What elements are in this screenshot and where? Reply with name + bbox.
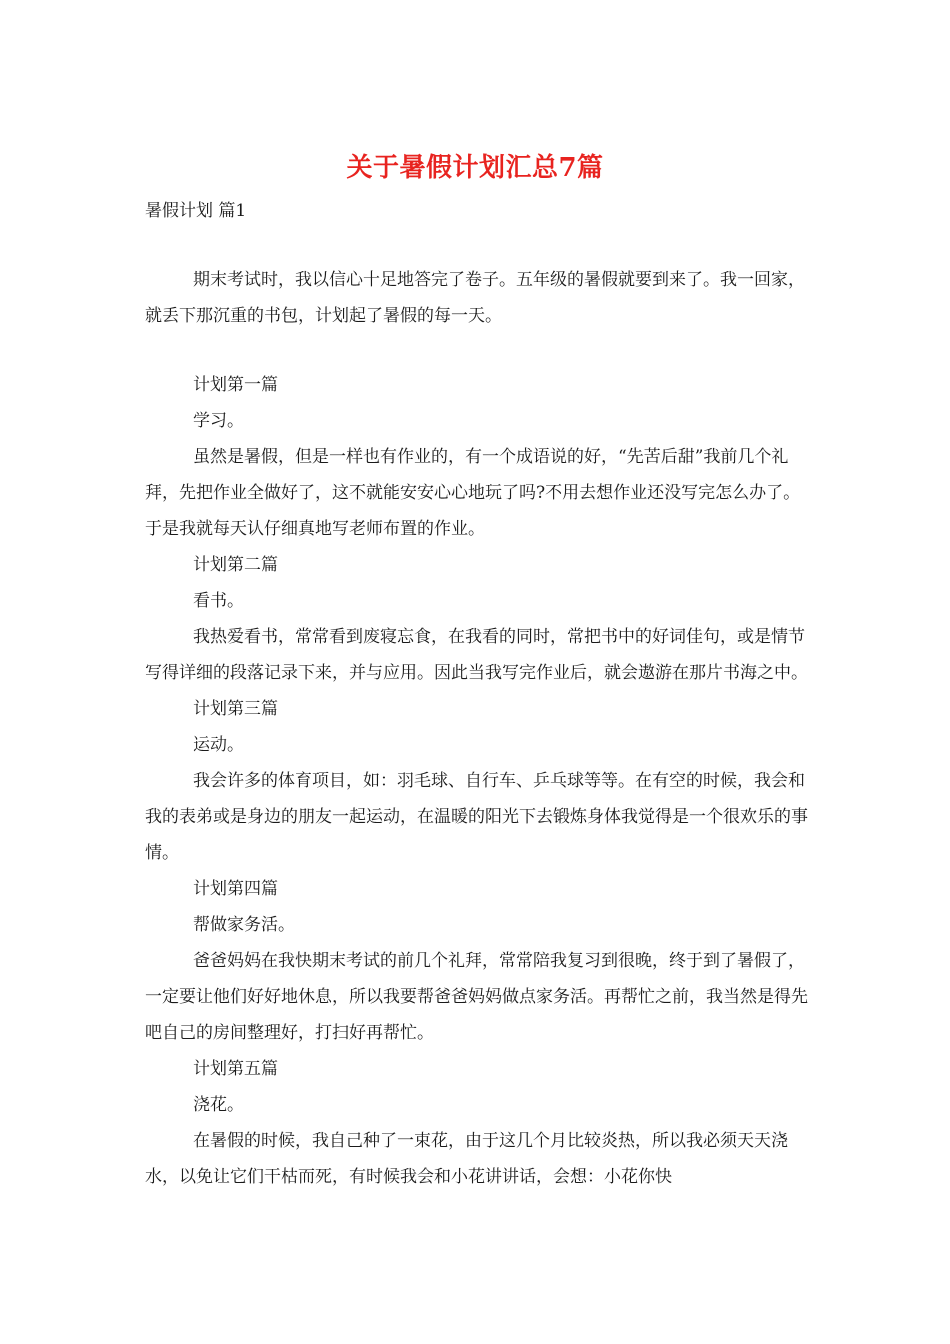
document-title: 关于暑假计划汇总7篇: [346, 153, 604, 183]
plan-paragraph-2: 我热爱看书，常常看到废寝忘食，在我看的同时，常把书中的好词佳句，或是情节写得详细的段落记录下来，并与应用。因此当我写完作业后，就会遨游在那片书海之中。: [145, 627, 808, 683]
plan-paragraph-5: 在暑假的时候，我自己种了一束花，由于这几个月比较炎热，所以我必须天天浇水，以免让它们干枯而死，有时候我会和小花讲讲话，会想：小花你快: [145, 1131, 788, 1187]
plan-paragraph-1: 虽然是暑假，但是一样也有作业的，有一个成语说的好，“先苦后甜”我前几个礼拜，先把作业全做好了，这不就能安安心心地玩了吗?不用去想作业还没写完怎么办了。于是我就每天认仔细真地写老师布置的作业。: [145, 447, 801, 539]
intro-paragraph: 期末考试时，我以信心十足地答完了卷子。五年级的暑假就要到来了。我一回家，就丢下那沉重的书包，计划起了暑假的每一天。: [145, 270, 805, 326]
section-heading: 暑假计划 篇1: [145, 201, 247, 221]
plan-topic-1: 学习。: [193, 411, 244, 431]
plan-heading-3: 计划第三篇: [193, 699, 278, 719]
plan-topic-5: 浇花。: [193, 1095, 244, 1115]
plan-paragraph-3: 我会许多的体育项目，如：羽毛球、自行车、乒乓球等等。在有空的时候，我会和我的表弟或是身边的朋友一起运动，在温暖的阳光下去锻炼身体我觉得是一个很欢乐的事情。: [145, 771, 808, 863]
plan-topic-2: 看书。: [193, 591, 244, 611]
plan-heading-1: 计划第一篇: [193, 375, 278, 395]
plans-block: [145, 367, 810, 1195]
plan-paragraph-4: 爸爸妈妈在我快期末考试的前几个礼拜，常常陪我复习到很晚，终于到了暑假了，一定要让他们好好地休息，所以我要帮爸爸妈妈做点家务活。再帮忙之前，我当然是得先吧自己的房间整理好，打扫好再帮忙。: [145, 951, 808, 1043]
plan-topic-3: 运动。: [193, 735, 244, 755]
plan-topic-4: 帮做家务活。: [193, 915, 295, 935]
plan-heading-5: 计划第五篇: [193, 1059, 278, 1079]
plan-heading-4: 计划第四篇: [193, 879, 278, 899]
plan-heading-2: 计划第二篇: [193, 555, 278, 575]
intro-block: [145, 262, 810, 334]
